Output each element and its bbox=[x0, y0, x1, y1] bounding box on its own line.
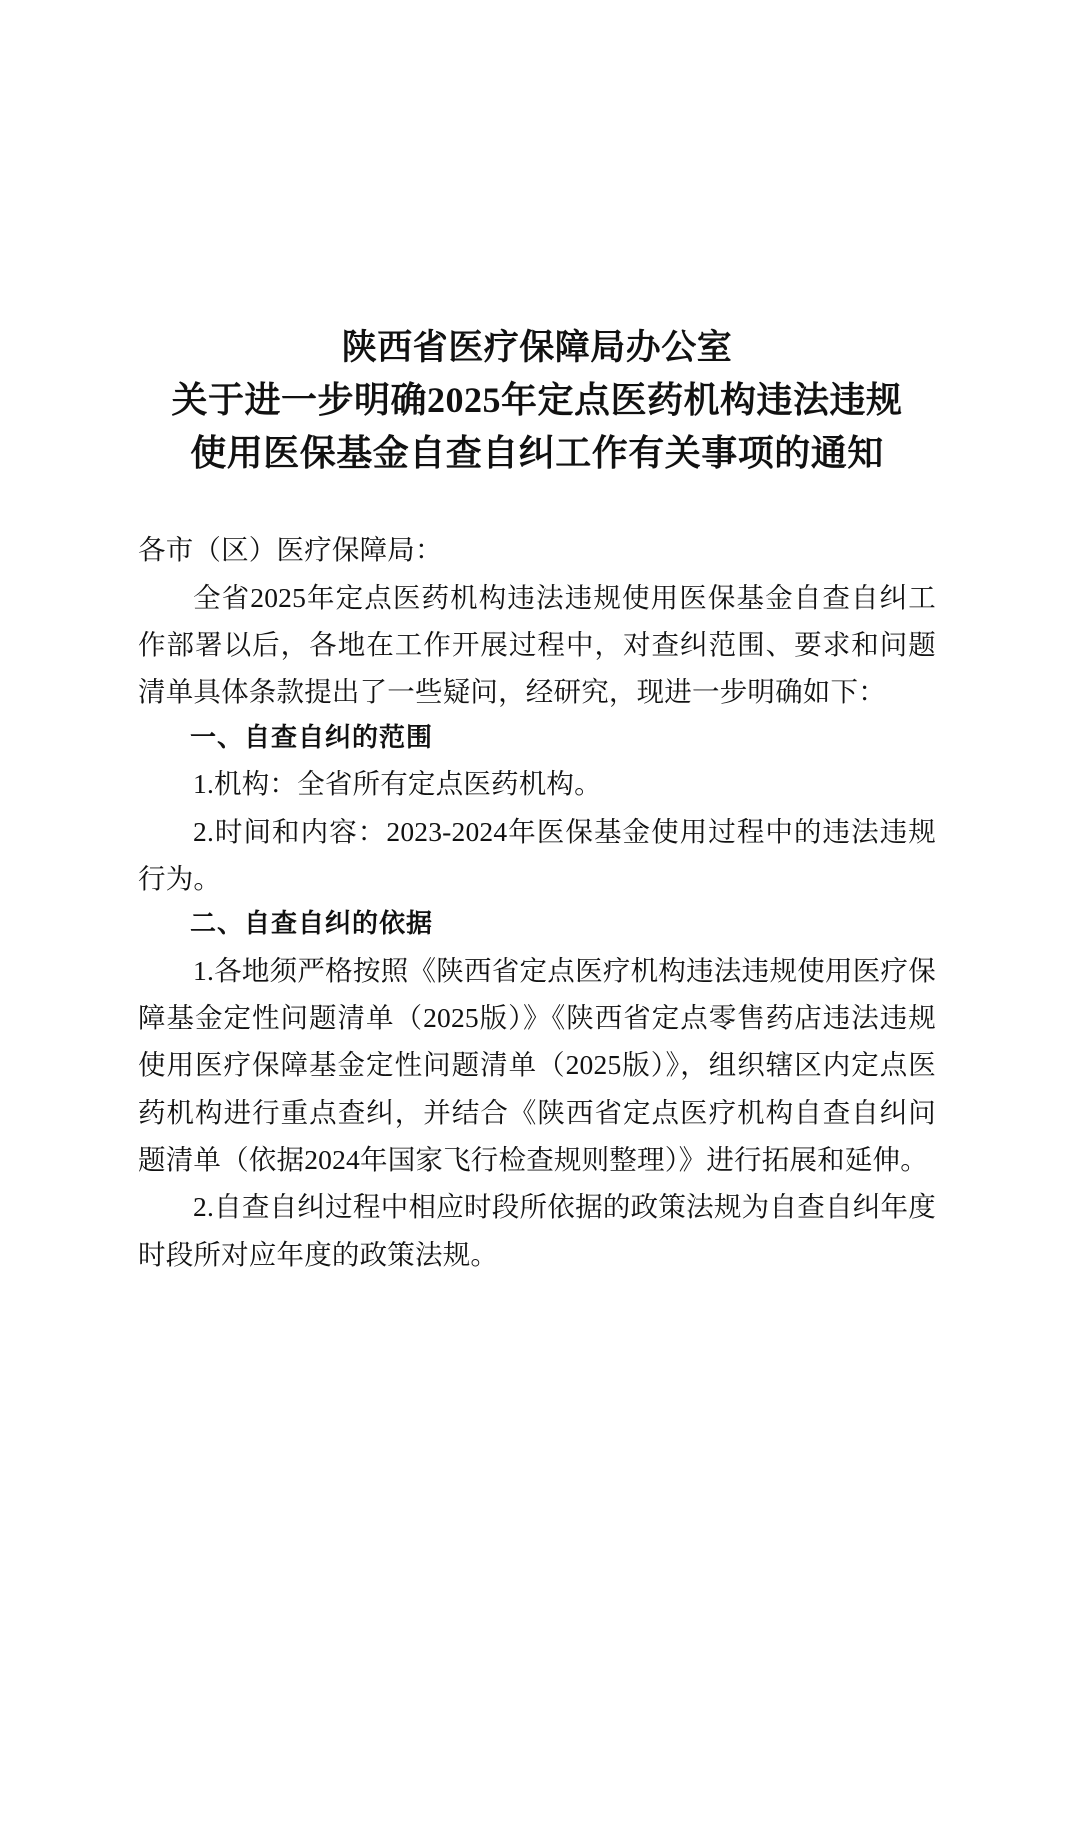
section-2-item-1: 1.各地须严格按照《陕西省定点医疗机构违法违规使用医疗保障基金定性问题清单（2025版）》《陕西省定点零售药店违法违规使用医疗保障基金定性问题清单（2025版）》，组织辖区内定点医药机构进行重点查纠，并结合《陕西省定点医疗机构自查自纠问题清单（依据2024年国家飞行检查规则整理）》进行拓展和延伸。 bbox=[138, 954, 936, 1176]
title-line-3: 使用医保基金自查自纠工作有关事项的通知 bbox=[190, 433, 884, 474]
document-page bbox=[0, 322, 1074, 1842]
section-heading-2: 二、自查自纠的依据 bbox=[190, 909, 434, 940]
title-line-1: 陕西省医疗保障局办公室 bbox=[341, 328, 733, 367]
section-1-item-2: 2.时间和内容：2023-2024年医保基金使用过程中的违法违规行为。 bbox=[138, 815, 936, 894]
title-line-2: 关于进一步明确2025年定点医药机构违法违规 bbox=[171, 379, 903, 420]
section-1-item-1: 1.机构：全省所有定点医药机构。 bbox=[193, 768, 602, 800]
document-body bbox=[138, 526, 936, 1278]
section-2-item-2: 2.自查自纠过程中相应时段所依据的政策法规为自查自纠年度时段所对应年度的政策法规。 bbox=[138, 1191, 936, 1270]
section-heading-1: 一、自查自纠的范围 bbox=[190, 722, 434, 753]
document-title bbox=[138, 322, 936, 480]
salutation: 各市（区）医疗保障局： bbox=[138, 534, 443, 566]
paragraph-intro: 全省2025年定点医药机构违法违规使用医保基金自查自纠工作部署以后，各地在工作开展过程中，对查纠范围、要求和问题清单具体条款提出了一些疑问，经研究，现进一步明确如下： bbox=[138, 581, 936, 708]
